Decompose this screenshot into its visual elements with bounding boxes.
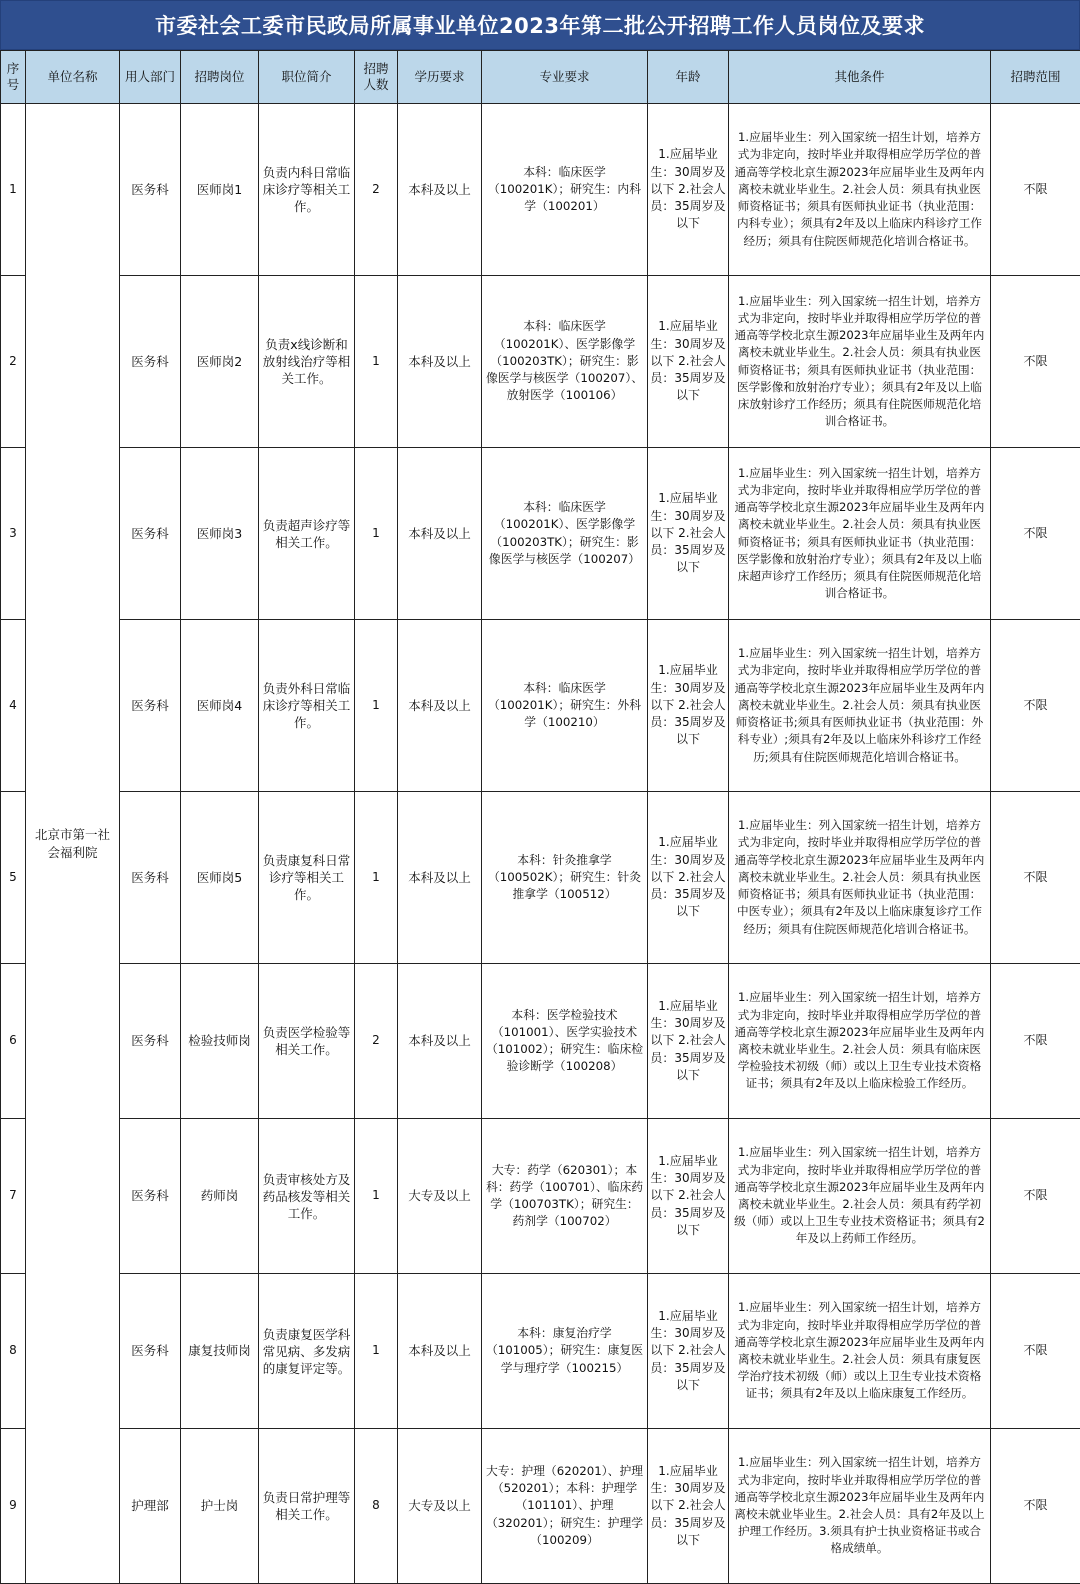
cell-count: 1	[355, 276, 398, 448]
header-no: 序号	[1, 51, 26, 104]
cell-intro: 负责超声诊疗等相关工作。	[259, 448, 355, 620]
cell-no: 6	[1, 964, 26, 1119]
cell-scope: 不限	[991, 1429, 1080, 1584]
cell-scope: 不限	[991, 620, 1080, 792]
cell-dept: 护理部	[120, 1429, 181, 1584]
cell-other: 1.应届毕业生：列入国家统一招生计划，培养方式为非定向，按时毕业并取得相应学历学位的普通高等学校北京生源2023年应届毕业生及两年内离校未就业毕业生。2.社会人员：须具有执业医师资格证书；须具有医师执业证书（执业范围：医学影像和放射治疗专业）；须具有2年及以上临床超声诊疗工作经历；须具有住院医师规范化培训合格证书。	[729, 448, 991, 620]
cell-age: 1.应届毕业生：30周岁及以下 2.社会人员：35周岁及以下	[648, 1429, 729, 1584]
header-intro: 职位简介	[259, 51, 355, 104]
cell-post: 检验技师岗	[181, 964, 259, 1119]
cell-scope: 不限	[991, 1119, 1080, 1274]
cell-no: 4	[1, 620, 26, 792]
cell-count: 1	[355, 792, 398, 964]
cell-no: 8	[1, 1274, 26, 1429]
cell-dept: 医务科	[120, 620, 181, 792]
cell-major: 大专：药学（620301）；本科：药学（100701）、临床药学（100703TK）；研究生：药剂学（100702）	[482, 1119, 648, 1274]
cell-age: 1.应届毕业生：30周岁及以下 2.社会人员：35周岁及以下	[648, 792, 729, 964]
cell-dept: 医务科	[120, 964, 181, 1119]
cell-no: 3	[1, 448, 26, 620]
cell-dept: 医务科	[120, 276, 181, 448]
cell-count: 2	[355, 964, 398, 1119]
cell-other: 1.应届毕业生：列入国家统一招生计划，培养方式为非定向，按时毕业并取得相应学历学位的普通高等学校北京生源2023年应届毕业生及两年内离校未就业毕业生。2.社会人员：须具有康复医学治疗技术初级（师）或以上卫生专业技术资格证书；须具有2年及以上临床康复工作经历。	[729, 1274, 991, 1429]
cell-dept: 医务科	[120, 1119, 181, 1274]
cell-edu: 大专及以上	[398, 1119, 482, 1274]
cell-age: 1.应届毕业生：30周岁及以下 2.社会人员：35周岁及以下	[648, 276, 729, 448]
cell-intro: 负责康复医学科常见病、多发病的康复评定等。	[259, 1274, 355, 1429]
table-row	[1, 104, 1080, 276]
cell-major: 本科：临床医学（100201K）、医学影像学（100203TK）；研究生：影像医学与核医学（100207）	[482, 448, 648, 620]
cell-edu: 本科及以上	[398, 1274, 482, 1429]
cell-intro: 负责外科日常临床诊疗等相关工作。	[259, 620, 355, 792]
cell-post: 药师岗	[181, 1119, 259, 1274]
cell-major: 本科：临床医学（100201K）、医学影像学（100203TK）；研究生：影像医学与核医学（100207）、放射医学（100106）	[482, 276, 648, 448]
table-row	[1, 964, 1080, 1119]
cell-intro: 负责康复科日常诊疗等相关工作。	[259, 792, 355, 964]
cell-other: 1.应届毕业生：列入国家统一招生计划，培养方式为非定向，按时毕业并取得相应学历学位的普通高等学校北京生源2023年应届毕业生及两年内离校未就业毕业生。2.社会人员：须具有执业医师资格证书；须具有医师执业证书（执业范围：医学影像和放射治疗专业）；须具有2年及以上临床放射诊疗工作经历；须具有住院医师规范化培训合格证书。	[729, 276, 991, 448]
cell-intro: 负责内科日常临床诊疗等相关工作。	[259, 104, 355, 276]
cell-major: 大专：护理（620201）、护理（520201）；本科：护理学（101101）、护理（320201）；研究生：护理学（100209）	[482, 1429, 648, 1584]
cell-count: 1	[355, 1119, 398, 1274]
cell-edu: 本科及以上	[398, 448, 482, 620]
cell-post: 康复技师岗	[181, 1274, 259, 1429]
cell-count: 8	[355, 1429, 398, 1584]
header-other: 其他条件	[729, 51, 991, 104]
table-row	[1, 620, 1080, 792]
cell-dept: 医务科	[120, 1274, 181, 1429]
cell-no: 9	[1, 1429, 26, 1584]
cell-scope: 不限	[991, 1274, 1080, 1429]
cell-edu: 本科及以上	[398, 104, 482, 276]
table-row	[1, 1429, 1080, 1584]
cell-post: 医师岗3	[181, 448, 259, 620]
cell-edu: 本科及以上	[398, 792, 482, 964]
header-post: 招聘岗位	[181, 51, 259, 104]
cell-other: 1.应届毕业生：列入国家统一招生计划，培养方式为非定向，按时毕业并取得相应学历学位的普通高等学校北京生源2023年应届毕业生及两年内离校未就业毕业生。2.社会人员：须具有执业医师资格证书；须具有医师执业证书（执业范围：中医专业）；须具有2年及以上临床康复诊疗工作经历；须具有住院医师规范化培训合格证书。	[729, 792, 991, 964]
cell-other: 1.应届毕业生：列入国家统一招生计划，培养方式为非定向，按时毕业并取得相应学历学位的普通高等学校北京生源2023年应届毕业生及两年内离校未就业毕业生。2.社会人员：须具有药学初级（师）或以上卫生专业技术资格证书；须具有2年及以上药师工作经历。	[729, 1119, 991, 1274]
cell-dept: 医务科	[120, 792, 181, 964]
cell-post: 护士岗	[181, 1429, 259, 1584]
cell-edu: 大专及以上	[398, 1429, 482, 1584]
cell-post: 医师岗1	[181, 104, 259, 276]
cell-intro: 负责x线诊断和放射线治疗等相关工作。	[259, 276, 355, 448]
cell-age: 1.应届毕业生：30周岁及以下 2.社会人员：35周岁及以下	[648, 620, 729, 792]
cell-scope: 不限	[991, 792, 1080, 964]
cell-no: 7	[1, 1119, 26, 1274]
header-scope: 招聘范围	[991, 51, 1080, 104]
table-row	[1, 448, 1080, 620]
cell-unit-name: 北京市第一社会福利院	[26, 104, 120, 1584]
cell-intro: 负责审核处方及药品核发等相关工作。	[259, 1119, 355, 1274]
header-count: 招聘人数	[355, 51, 398, 104]
header-edu: 学历要求	[398, 51, 482, 104]
cell-major: 本科：医学检验技术（101001）、医学实验技术（101002）；研究生：临床检验诊断学（100208）	[482, 964, 648, 1119]
table-row	[1, 276, 1080, 448]
cell-age: 1.应届毕业生：30周岁及以下 2.社会人员：35周岁及以下	[648, 964, 729, 1119]
cell-no: 1	[1, 104, 26, 276]
cell-major: 本科：康复治疗学（101005）；研究生：康复医学与理疗学（100215）	[482, 1274, 648, 1429]
header-age: 年龄	[648, 51, 729, 104]
cell-intro: 负责医学检验等相关工作。	[259, 964, 355, 1119]
header-major: 专业要求	[482, 51, 648, 104]
cell-count: 1	[355, 1274, 398, 1429]
recruitment-table	[0, 50, 1080, 1584]
cell-other: 1.应届毕业生：列入国家统一招生计划，培养方式为非定向，按时毕业并取得相应学历学位的普通高等学校北京生源2023年应届毕业生及两年内离校未就业毕业生。2.社会人员：具有2年及以上护理工作经历。3.须具有护士执业资格证书或合格成绩单。	[729, 1429, 991, 1584]
cell-age: 1.应届毕业生：30周岁及以下 2.社会人员：35周岁及以下	[648, 448, 729, 620]
cell-scope: 不限	[991, 104, 1080, 276]
header-unit: 单位名称	[26, 51, 120, 104]
cell-no: 5	[1, 792, 26, 964]
cell-major: 本科：临床医学（100201K）；研究生：内科学（100201）	[482, 104, 648, 276]
cell-dept: 医务科	[120, 448, 181, 620]
cell-age: 1.应届毕业生：30周岁及以下 2.社会人员：35周岁及以下	[648, 1119, 729, 1274]
cell-count: 1	[355, 448, 398, 620]
cell-major: 本科：临床医学（100201K）；研究生：外科学（100210）	[482, 620, 648, 792]
cell-post: 医师岗5	[181, 792, 259, 964]
cell-edu: 本科及以上	[398, 276, 482, 448]
cell-other: 1.应届毕业生：列入国家统一招生计划，培养方式为非定向，按时毕业并取得相应学历学位的普通高等学校北京生源2023年应届毕业生及两年内离校未就业毕业生。2.社会人员：须具有临床医学检验技术初级（师）或以上卫生专业技术资格证书；须具有2年及以上临床检验工作经历。	[729, 964, 991, 1119]
cell-other: 1.应届毕业生：列入国家统一招生计划，培养方式为非定向，按时毕业并取得相应学历学位的普通高等学校北京生源2023年应届毕业生及两年内离校未就业毕业生。2.社会人员：须具有执业医师资格证书;须具有医师执业证书（执业范围：外科专业）;须具有2年及以上临床外科诊疗工作经历;须具有住院医师规范化培训合格证书。	[729, 620, 991, 792]
table-row	[1, 792, 1080, 964]
table-row	[1, 1274, 1080, 1429]
table-row	[1, 1119, 1080, 1274]
cell-scope: 不限	[991, 448, 1080, 620]
cell-scope: 不限	[991, 964, 1080, 1119]
cell-no: 2	[1, 276, 26, 448]
cell-major: 本科：针灸推拿学（100502K）；研究生：针灸推拿学（100512）	[482, 792, 648, 964]
header-dept: 用人部门	[120, 51, 181, 104]
cell-dept: 医务科	[120, 104, 181, 276]
table-header-row	[1, 51, 1080, 104]
cell-age: 1.应届毕业生：30周岁及以下 2.社会人员：35周岁及以下	[648, 1274, 729, 1429]
cell-age: 1.应届毕业生：30周岁及以下 2.社会人员：35周岁及以下	[648, 104, 729, 276]
cell-count: 2	[355, 104, 398, 276]
cell-count: 1	[355, 620, 398, 792]
page-title: 市委社会工委市民政局所属事业单位2023年第二批公开招聘工作人员岗位及要求	[0, 0, 1080, 50]
cell-intro: 负责日常护理等相关工作。	[259, 1429, 355, 1584]
cell-other: 1.应届毕业生：列入国家统一招生计划，培养方式为非定向，按时毕业并取得相应学历学位的普通高等学校北京生源2023年应届毕业生及两年内离校未就业毕业生。2.社会人员：须具有执业医师资格证书；须具有医师执业证书（执业范围：内科专业）；须具有2年及以上临床内科诊疗工作经历；须具有住院医师规范化培训合格证书。	[729, 104, 991, 276]
cell-scope: 不限	[991, 276, 1080, 448]
cell-post: 医师岗4	[181, 620, 259, 792]
cell-post: 医师岗2	[181, 276, 259, 448]
cell-edu: 本科及以上	[398, 964, 482, 1119]
cell-edu: 本科及以上	[398, 620, 482, 792]
